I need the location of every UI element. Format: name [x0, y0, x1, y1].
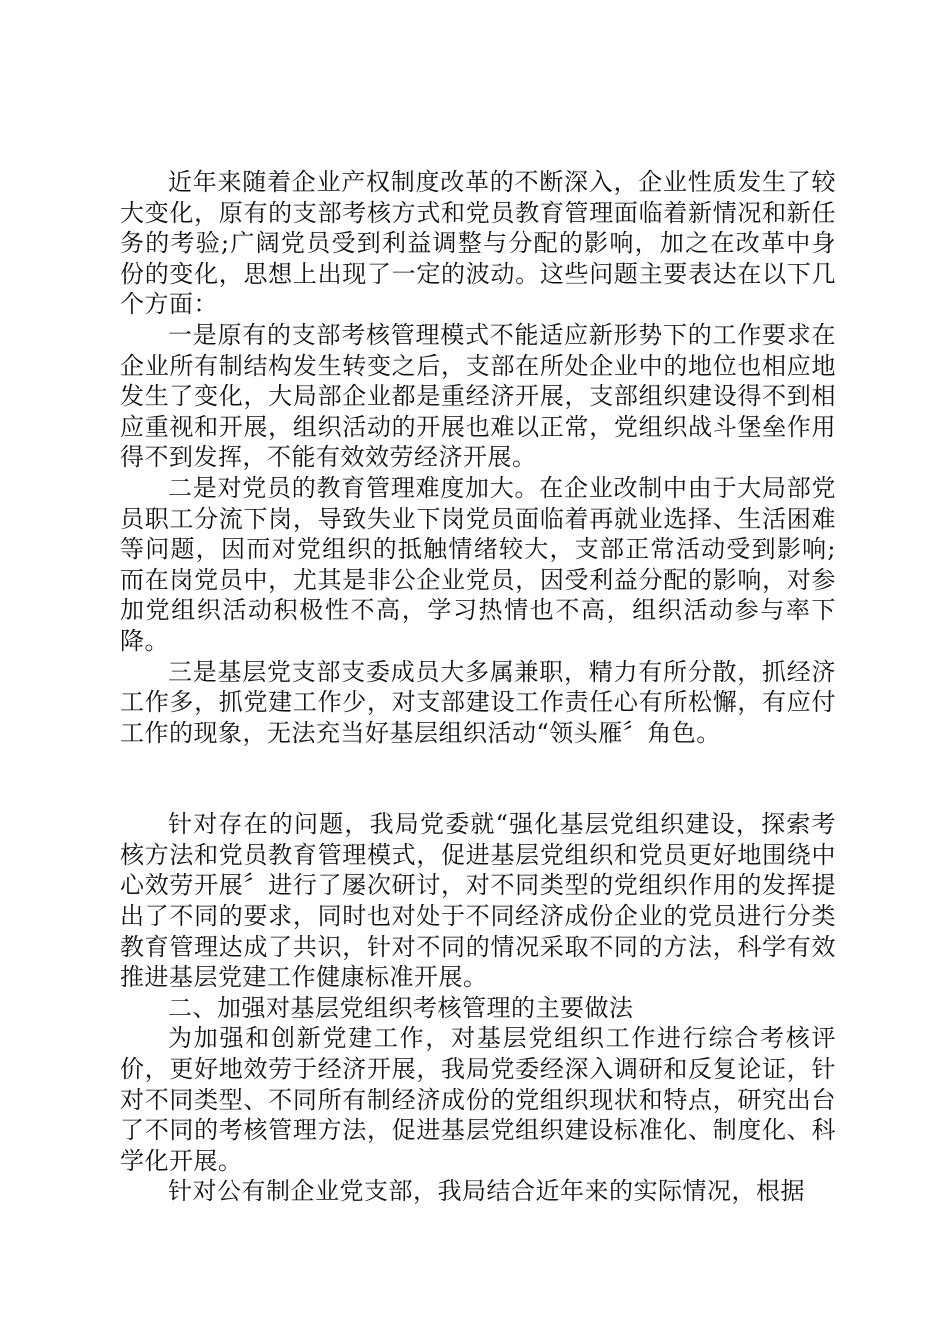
paragraph-issue-three: 三是基层党支部支委成员大多属兼职，精力有所分散，抓经济工作多，抓党建工作少，对支部建设工作责任心有所松懈，有应付工作的现象，无法充当好基层组织活动“领头雁〞角色。 [120, 657, 836, 747]
paragraph-measures: 为加强和创新党建工作，对基层党组织工作进行综合考核评价，更好地效劳于经济开展，我局党委经深入调研和反复论证，针对不同类型、不同所有制经济成份的党组织现状和特点，研究出台了不同的考核管理方法，促进基层党组织建设标准化、制度化、科学化开展。 [120, 1024, 836, 1175]
paragraph-issue-one: 一是原有的支部考核管理模式不能适应新形势下的工作要求在企业所有制结构发生转变之后，支部在所处企业中的地位也相应地发生了变化，大局部企业都是重经济开展，支部组织建设得不到相应重视和开展，组织活动的开展也难以正常，党组织战斗堡垒作用得不到发挥，不能有效效劳经济开展。 [120, 320, 836, 472]
paragraph-intro: 近年来随着企业产权制度改革的不断深入，企业性质发生了较大变化，原有的支部考核方式和党员教育管理面临着新情况和新任务的考验;广阔党员受到利益调整与分配的影响，加之在改革中身份的变化，思想上出现了一定的波动。这些问题主要表达在以下几个方面： [120, 168, 836, 319]
paragraph-public-enterprise: 针对公有制企业党支部，我局结合近年来的实际情况，根据 [168, 1177, 805, 1206]
document-body [120, 167, 836, 1207]
paragraph-gap [120, 748, 836, 809]
section-heading: 二、加强对基层党组织考核管理的主要做法 [168, 993, 634, 1022]
paragraph-issue-two: 二是对党员的教育管理难度加大。在企业改制中由于大局部党员职工分流下岗，导致失业下岗党员面临着再就业选择、生活困难等问题，因而对党组织的抵触情绪较大，支部正常活动受到影响;而在岗党员中，尤其是非公企业党员，因受利益分配的影响，对参加党组织活动积极性不高，学习热情也不高，组织活动参与率下降。 [120, 473, 836, 655]
paragraph-response: 针对存在的问题，我局党委就“强化基层党组织建设，探索考核方法和党员教育管理模式，促进基层党组织和党员更好地围绕中心效劳开展〞进行了屡次研讨，对不同类型的党组织作用的发挥提出了不同的要求，同时也对处于不同经济成份企业的党员进行分类教育管理达成了共识，针对不同的情况采取不同的方法，科学有效推进基层党建工作健康标准开展。 [120, 810, 836, 992]
